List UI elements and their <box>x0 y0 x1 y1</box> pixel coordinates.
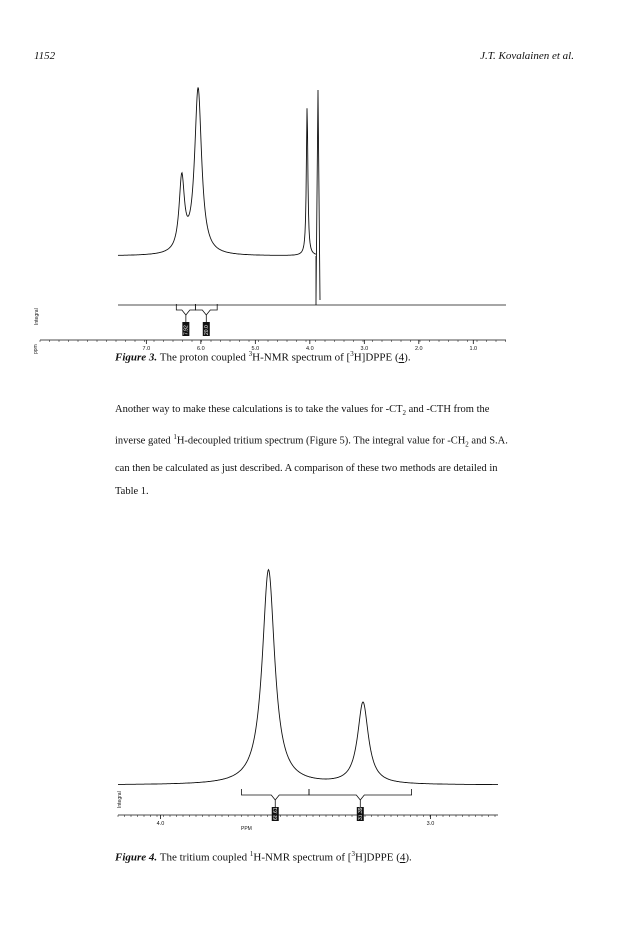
figure3-caption: Figure 3. The proton coupled $^3$H-NMR spectrum of [$^3$H]DPPE (4). <box>115 350 411 364</box>
integral-bracket <box>242 789 310 800</box>
integral-value: 68.61 <box>273 807 280 820</box>
integral-value: 7.92 <box>183 325 190 335</box>
figure4-caption-label: Figure 4. <box>115 851 158 864</box>
tick-label: 1.0 <box>469 346 478 352</box>
tick-label: 2.0 <box>414 346 423 352</box>
figure3-caption-label: Figure 3. <box>115 351 158 364</box>
tick-label: 4.0 <box>156 821 165 827</box>
running-head: J.T. Kovalainen et al. <box>480 50 574 62</box>
fig4-axis-label: PPM <box>241 826 252 832</box>
integral-value: 31.39 <box>358 807 365 820</box>
tick-label: 7.0 <box>142 346 151 352</box>
integral-value: 20.0 <box>204 325 211 335</box>
tick-label: 5.0 <box>251 346 260 352</box>
spectrum-trace <box>118 570 498 785</box>
tick-label: 3.0 <box>360 346 369 352</box>
integral-bracket <box>309 789 412 800</box>
tick-label: 6.0 <box>197 346 205 352</box>
tick-label: 3.0 <box>426 821 435 827</box>
figure4-caption: Figure 4. The tritium coupled $^1$H-NMR spectrum of [$^3$H]DPPE (4). <box>115 850 412 864</box>
fig4-integral-label: Integral <box>117 791 123 808</box>
fig3-axis-label: ppm <box>33 344 39 354</box>
body-paragraph: Another way to make these calculations is to take the values for $-CT_2$ and -CTH from the inverse gated $^1$H-decoupled tritium spectrum (Figure 5). The integral value for $-CH_2$ and S.A. can then be calculated as just described. A comparison of these two methods are detailed in Table 1. <box>115 404 508 498</box>
tick-label: 4.0 <box>305 346 314 352</box>
fig3-integral-label: Integral <box>34 308 40 325</box>
page-number: 1152 <box>34 50 56 62</box>
